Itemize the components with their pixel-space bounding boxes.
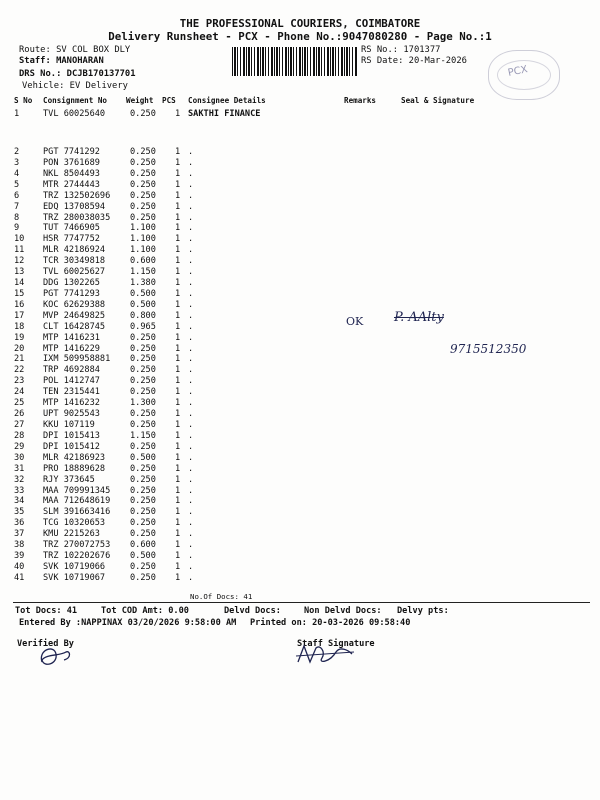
row-pcs: 1 bbox=[175, 441, 181, 452]
row-consignment-no: MTP 1416232 bbox=[43, 398, 100, 409]
row-consignee-details: . bbox=[188, 321, 194, 332]
row-consignment-no: TRP 4692884 bbox=[43, 365, 100, 376]
row-sno: 6 bbox=[14, 190, 20, 201]
row-weight: 0.250 bbox=[130, 212, 156, 223]
table-row bbox=[0, 388, 600, 398]
row-weight: 1.100 bbox=[130, 245, 156, 256]
row-sno: 4 bbox=[14, 168, 20, 179]
row-consignee-details: . bbox=[188, 310, 194, 321]
row-weight: 1.380 bbox=[130, 278, 156, 289]
row-pcs: 1 bbox=[175, 310, 181, 321]
row-consignment-no: SLM 391663416 bbox=[43, 507, 111, 518]
row-pcs: 1 bbox=[175, 463, 181, 474]
row-consignment-no: DPI 1015413 bbox=[43, 430, 100, 441]
col-remarks: Remarks bbox=[344, 96, 377, 105]
delivered-docs: Delvd Docs: bbox=[224, 606, 281, 616]
row-weight: 0.250 bbox=[130, 409, 156, 420]
printed-on: Printed on: 20-03-2026 09:58:40 bbox=[250, 618, 411, 628]
table-row bbox=[0, 443, 600, 453]
row-weight: 0.250 bbox=[130, 572, 156, 583]
row-pcs: 1 bbox=[175, 109, 181, 119]
row-consignment-no: MTR 2744443 bbox=[43, 179, 100, 190]
row-weight: 0.250 bbox=[130, 157, 156, 168]
row-consignee-details: . bbox=[188, 157, 194, 168]
row-consignee-details: . bbox=[188, 212, 194, 223]
row-consignee-details: . bbox=[188, 474, 194, 485]
table-row bbox=[0, 148, 600, 158]
row-sno: 7 bbox=[14, 201, 20, 212]
table-row bbox=[0, 432, 600, 442]
row-consignment-no: MLR 42186924 bbox=[43, 245, 106, 256]
entered-by: Entered By :NAPPINAX 03/20/2026 9:58:00 AM bbox=[19, 618, 237, 628]
row-pcs: 1 bbox=[175, 321, 181, 332]
row-weight: 1.150 bbox=[130, 267, 156, 278]
row-consignee-details: . bbox=[188, 496, 194, 507]
row-pcs: 1 bbox=[175, 354, 181, 365]
no-of-docs: No.Of Docs: 41 bbox=[190, 592, 253, 601]
row-pcs: 1 bbox=[175, 288, 181, 299]
row-consignment-no: SVK 10719067 bbox=[43, 572, 106, 583]
row-weight: 0.250 bbox=[130, 354, 156, 365]
row-sno: 41 bbox=[14, 572, 25, 583]
row-consignee-details: . bbox=[188, 409, 194, 420]
row-pcs: 1 bbox=[175, 420, 181, 430]
row-sno: 25 bbox=[14, 398, 25, 409]
row-consignee-details: . bbox=[188, 147, 194, 157]
row-sno: 9 bbox=[14, 223, 20, 234]
row-sno: 37 bbox=[14, 529, 25, 540]
row-consignment-no: DPI 1015412 bbox=[43, 441, 100, 452]
row-weight: 0.250 bbox=[130, 463, 156, 474]
row-weight: 0.250 bbox=[130, 365, 156, 376]
row-consignee-details: . bbox=[188, 190, 194, 201]
vehicle-label: Vehicle: EV Delivery bbox=[22, 81, 128, 91]
row-consignment-no: DDG 1302265 bbox=[43, 278, 100, 289]
table-row bbox=[0, 541, 600, 551]
row-consignment-no: TCG 10320653 bbox=[43, 518, 106, 529]
row-consignment-no: TVL 60025640 bbox=[43, 109, 106, 119]
table-row bbox=[0, 454, 600, 464]
row-consignment-no: PGT 7741293 bbox=[43, 288, 100, 299]
row-consignee-details: . bbox=[188, 267, 194, 278]
table-row bbox=[0, 203, 600, 213]
row-consignment-no: KOC 62629388 bbox=[43, 299, 106, 310]
table-row bbox=[0, 181, 600, 191]
row-weight: 0.250 bbox=[130, 420, 156, 430]
row-consignee-details: . bbox=[188, 441, 194, 452]
row-consignee-details: SAKTHI FINANCE bbox=[188, 109, 261, 119]
row-weight: 0.250 bbox=[130, 474, 156, 485]
row-sno: 32 bbox=[14, 474, 25, 485]
row-weight: 0.600 bbox=[130, 540, 156, 551]
row-consignment-no: SVK 10719066 bbox=[43, 561, 106, 572]
row-sno: 23 bbox=[14, 376, 25, 387]
verified-by-label: Verified By bbox=[17, 639, 74, 649]
staff-label: Staff: MANOHARAN bbox=[19, 56, 104, 66]
row-pcs: 1 bbox=[175, 507, 181, 518]
staff-signature bbox=[292, 642, 358, 668]
table-row bbox=[0, 323, 600, 333]
row-consignee-details: . bbox=[188, 572, 194, 583]
table-row bbox=[0, 497, 600, 507]
row-pcs: 1 bbox=[175, 157, 181, 168]
table-row bbox=[0, 508, 600, 518]
row-consignee-details: . bbox=[188, 463, 194, 474]
row-consignee-details: . bbox=[188, 529, 194, 540]
row-sno: 35 bbox=[14, 507, 25, 518]
table-row bbox=[0, 399, 600, 409]
row-consignment-no: TRZ 102202676 bbox=[43, 551, 111, 562]
table-row bbox=[0, 410, 600, 420]
row-pcs: 1 bbox=[175, 245, 181, 256]
row-sno: 11 bbox=[14, 245, 25, 256]
row-consignment-no: UPT 9025543 bbox=[43, 409, 100, 420]
col-consignment: Consignment No bbox=[43, 96, 108, 105]
col-weight: Weight bbox=[126, 96, 154, 105]
row-weight: 0.500 bbox=[130, 551, 156, 562]
row-weight: 0.250 bbox=[130, 179, 156, 190]
row-consignee-details: . bbox=[188, 223, 194, 234]
row-weight: 0.250 bbox=[130, 518, 156, 529]
row-sno: 30 bbox=[14, 452, 25, 463]
row-consignment-no: MLR 42186923 bbox=[43, 452, 106, 463]
row-weight: 0.250 bbox=[130, 485, 156, 496]
table-row bbox=[0, 366, 600, 376]
row-consignee-details: . bbox=[188, 551, 194, 562]
col-pcs: PCS bbox=[162, 96, 176, 105]
row-weight: 0.250 bbox=[130, 441, 156, 452]
runsheet-subtitle: Delivery Runsheet - PCX - Phone No.:9047080280 - Page No.:1 bbox=[108, 30, 492, 43]
row-sno: 36 bbox=[14, 518, 25, 529]
table-row bbox=[0, 279, 600, 289]
row-weight: 1.150 bbox=[130, 430, 156, 441]
row-sno: 24 bbox=[14, 387, 25, 398]
row-pcs: 1 bbox=[175, 540, 181, 551]
row-consignee-details: . bbox=[188, 518, 194, 529]
table-row bbox=[0, 110, 600, 120]
row-pcs: 1 bbox=[175, 190, 181, 201]
row-sno: 39 bbox=[14, 551, 25, 562]
row-weight: 0.500 bbox=[130, 299, 156, 310]
row-consignment-no: TRZ 280038035 bbox=[43, 212, 111, 223]
row-sno: 5 bbox=[14, 179, 20, 190]
row-sno: 38 bbox=[14, 540, 25, 551]
row-pcs: 1 bbox=[175, 474, 181, 485]
row-consignment-no: EDQ 13708594 bbox=[43, 201, 106, 212]
row-consignee-details: . bbox=[188, 343, 194, 354]
row-consignment-no: TRZ 132502696 bbox=[43, 190, 111, 201]
office-stamp-text: PCX bbox=[506, 64, 529, 79]
row-consignment-no: HSR 7747752 bbox=[43, 234, 100, 245]
row-sno: 33 bbox=[14, 485, 25, 496]
row-weight: 0.250 bbox=[130, 168, 156, 179]
row-consignment-no: MAA 712648619 bbox=[43, 496, 111, 507]
verifier-signature bbox=[36, 640, 76, 670]
table-row bbox=[0, 268, 600, 278]
row-sno: 12 bbox=[14, 256, 25, 267]
row-sno: 28 bbox=[14, 430, 25, 441]
row-consignee-details: . bbox=[188, 561, 194, 572]
row-pcs: 1 bbox=[175, 343, 181, 354]
row-consignment-no: MTP 1416229 bbox=[43, 343, 100, 354]
row-sno: 10 bbox=[14, 234, 25, 245]
row-sno: 18 bbox=[14, 321, 25, 332]
row-pcs: 1 bbox=[175, 256, 181, 267]
row-weight: 1.100 bbox=[130, 234, 156, 245]
row-pcs: 1 bbox=[175, 452, 181, 463]
receiver-phone: 9715512350 bbox=[450, 342, 527, 356]
table-row bbox=[0, 377, 600, 387]
row-sno: 13 bbox=[14, 267, 25, 278]
row-consignee-details: . bbox=[188, 245, 194, 256]
row-consignee-details: . bbox=[188, 256, 194, 267]
tot-docs: Tot Docs: 41 bbox=[15, 606, 78, 616]
row-consignment-no: TEN 2315441 bbox=[43, 387, 100, 398]
table-row bbox=[0, 465, 600, 475]
row-pcs: 1 bbox=[175, 223, 181, 234]
row-consignment-no: TRZ 270072753 bbox=[43, 540, 111, 551]
row-pcs: 1 bbox=[175, 387, 181, 398]
row-pcs: 1 bbox=[175, 179, 181, 190]
table-row bbox=[0, 224, 600, 234]
company-title: THE PROFESSIONAL COURIERS, COIMBATORE bbox=[179, 17, 421, 30]
row-consignee-details: . bbox=[188, 387, 194, 398]
row-pcs: 1 bbox=[175, 376, 181, 387]
row-pcs: 1 bbox=[175, 496, 181, 507]
table-row bbox=[0, 519, 600, 529]
row-consignee-details: . bbox=[188, 278, 194, 289]
row-pcs: 1 bbox=[175, 430, 181, 441]
row-pcs: 1 bbox=[175, 485, 181, 496]
remark-ok: OK bbox=[346, 315, 364, 328]
table-row bbox=[0, 552, 600, 562]
row-sno: 22 bbox=[14, 365, 25, 376]
row-consignment-no: POL 1412747 bbox=[43, 376, 100, 387]
row-sno: 20 bbox=[14, 343, 25, 354]
table-row bbox=[0, 257, 600, 267]
row-consignment-no: TUT 7466905 bbox=[43, 223, 100, 234]
row-sno: 31 bbox=[14, 463, 25, 474]
row-consignment-no: MTP 1416231 bbox=[43, 332, 100, 343]
row-consignee-details: . bbox=[188, 332, 194, 343]
row-sno: 3 bbox=[14, 157, 20, 168]
row-consignee-details: . bbox=[188, 179, 194, 190]
row-pcs: 1 bbox=[175, 267, 181, 278]
row-weight: 0.250 bbox=[130, 190, 156, 201]
row-weight: 1.100 bbox=[130, 223, 156, 234]
row-pcs: 1 bbox=[175, 561, 181, 572]
table-row bbox=[0, 487, 600, 497]
row-sno: 16 bbox=[14, 299, 25, 310]
row-consignee-details: . bbox=[188, 288, 194, 299]
table-row bbox=[0, 476, 600, 486]
row-pcs: 1 bbox=[175, 299, 181, 310]
footer-divider bbox=[13, 602, 590, 603]
row-consignee-details: . bbox=[188, 168, 194, 179]
row-sno: 1 bbox=[14, 109, 20, 119]
row-weight: 0.250 bbox=[130, 496, 156, 507]
barcode bbox=[232, 47, 358, 76]
row-consignment-no: PRO 18889628 bbox=[43, 463, 106, 474]
rs-number: RS No.: 1701377 bbox=[361, 45, 441, 55]
row-consignee-details: . bbox=[188, 507, 194, 518]
row-consignment-no: IXM 509958881 bbox=[43, 354, 111, 365]
row-weight: 0.250 bbox=[130, 507, 156, 518]
row-weight: 0.250 bbox=[130, 201, 156, 212]
row-consignment-no: KKU 107119 bbox=[43, 420, 95, 430]
row-sno: 2 bbox=[14, 147, 20, 157]
row-pcs: 1 bbox=[175, 234, 181, 245]
row-consignment-no: CLT 16428745 bbox=[43, 321, 106, 332]
row-pcs: 1 bbox=[175, 529, 181, 540]
row-consignee-details: . bbox=[188, 354, 194, 365]
row-weight: 0.500 bbox=[130, 452, 156, 463]
row-consignment-no: TCR 30349818 bbox=[43, 256, 106, 267]
table-row bbox=[0, 530, 600, 540]
table-row bbox=[0, 563, 600, 573]
row-sno: 34 bbox=[14, 496, 25, 507]
row-consignment-no: PGT 7741292 bbox=[43, 147, 100, 157]
table-row bbox=[0, 214, 600, 224]
row-weight: 0.965 bbox=[130, 321, 156, 332]
table-row bbox=[0, 235, 600, 245]
row-weight: 0.500 bbox=[130, 288, 156, 299]
row-pcs: 1 bbox=[175, 212, 181, 223]
row-sno: 21 bbox=[14, 354, 25, 365]
row-pcs: 1 bbox=[175, 518, 181, 529]
table-row bbox=[0, 192, 600, 202]
row-consignee-details: . bbox=[188, 485, 194, 496]
row-consignment-no: RJY 373645 bbox=[43, 474, 95, 485]
row-consignment-no: NKL 8504493 bbox=[43, 168, 100, 179]
row-pcs: 1 bbox=[175, 551, 181, 562]
row-sno: 40 bbox=[14, 561, 25, 572]
receiver-signature: P. AAlty bbox=[394, 310, 444, 325]
row-sno: 29 bbox=[14, 441, 25, 452]
table-row bbox=[0, 421, 600, 431]
row-weight: 0.250 bbox=[130, 109, 156, 119]
row-weight: 0.250 bbox=[130, 376, 156, 387]
table-row bbox=[0, 159, 600, 169]
tot-cod-amount: Tot COD Amt: 0.00 bbox=[101, 606, 189, 616]
row-sno: 27 bbox=[14, 420, 25, 430]
row-sno: 17 bbox=[14, 310, 25, 321]
col-sno: S No bbox=[14, 96, 33, 105]
row-pcs: 1 bbox=[175, 572, 181, 583]
row-consignment-no: MAA 709991345 bbox=[43, 485, 111, 496]
row-consignee-details: . bbox=[188, 430, 194, 441]
col-seal-signature: Seal & Signature bbox=[401, 96, 475, 105]
row-consignee-details: . bbox=[188, 376, 194, 387]
row-sno: 15 bbox=[14, 288, 25, 299]
row-pcs: 1 bbox=[175, 201, 181, 212]
row-consignment-no: TVL 60025627 bbox=[43, 267, 106, 278]
non-delivered-docs: Non Delvd Docs: bbox=[304, 606, 382, 616]
row-pcs: 1 bbox=[175, 278, 181, 289]
row-sno: 14 bbox=[14, 278, 25, 289]
staff-signature-label: Staff Signature bbox=[297, 639, 375, 649]
row-weight: 0.250 bbox=[130, 529, 156, 540]
delivery-points: Delvy pts: bbox=[397, 606, 449, 616]
row-weight: 0.250 bbox=[130, 332, 156, 343]
row-consignee-details: . bbox=[188, 299, 194, 310]
row-pcs: 1 bbox=[175, 147, 181, 157]
row-weight: 1.300 bbox=[130, 398, 156, 409]
row-sno: 26 bbox=[14, 409, 25, 420]
row-weight: 0.250 bbox=[130, 387, 156, 398]
row-consignee-details: . bbox=[188, 452, 194, 463]
row-consignee-details: . bbox=[188, 201, 194, 212]
row-pcs: 1 bbox=[175, 409, 181, 420]
row-pcs: 1 bbox=[175, 398, 181, 409]
row-consignment-no: MVP 24649825 bbox=[43, 310, 106, 321]
rs-date: RS Date: 20-Mar-2026 bbox=[361, 56, 467, 66]
row-sno: 19 bbox=[14, 332, 25, 343]
table-row bbox=[0, 301, 600, 311]
drs-number: DRS No.: DCJB170137701 bbox=[19, 69, 136, 79]
table-row bbox=[0, 246, 600, 256]
row-sno: 8 bbox=[14, 212, 20, 223]
table-row bbox=[0, 310, 600, 325]
row-consignment-no: PON 3761689 bbox=[43, 157, 100, 168]
route-label: Route: SV COL BOX DLY bbox=[19, 45, 131, 55]
table-row bbox=[0, 355, 600, 365]
row-consignee-details: . bbox=[188, 365, 194, 376]
row-pcs: 1 bbox=[175, 365, 181, 376]
row-consignee-details: . bbox=[188, 540, 194, 551]
row-weight: 0.250 bbox=[130, 343, 156, 354]
row-pcs: 1 bbox=[175, 168, 181, 179]
col-consignee-details: Consignee Details bbox=[188, 96, 266, 105]
row-weight: 0.250 bbox=[130, 147, 156, 157]
table-row bbox=[0, 290, 600, 300]
table-row bbox=[0, 574, 600, 584]
row-weight: 0.800 bbox=[130, 310, 156, 321]
row-consignee-details: . bbox=[188, 234, 194, 245]
row-consignment-no: KMU 2215263 bbox=[43, 529, 100, 540]
row-weight: 0.600 bbox=[130, 256, 156, 267]
row-weight: 0.250 bbox=[130, 561, 156, 572]
row-pcs: 1 bbox=[175, 332, 181, 343]
table-row bbox=[0, 170, 600, 180]
row-consignee-details: . bbox=[188, 398, 194, 409]
row-consignee-details: . bbox=[188, 420, 194, 430]
